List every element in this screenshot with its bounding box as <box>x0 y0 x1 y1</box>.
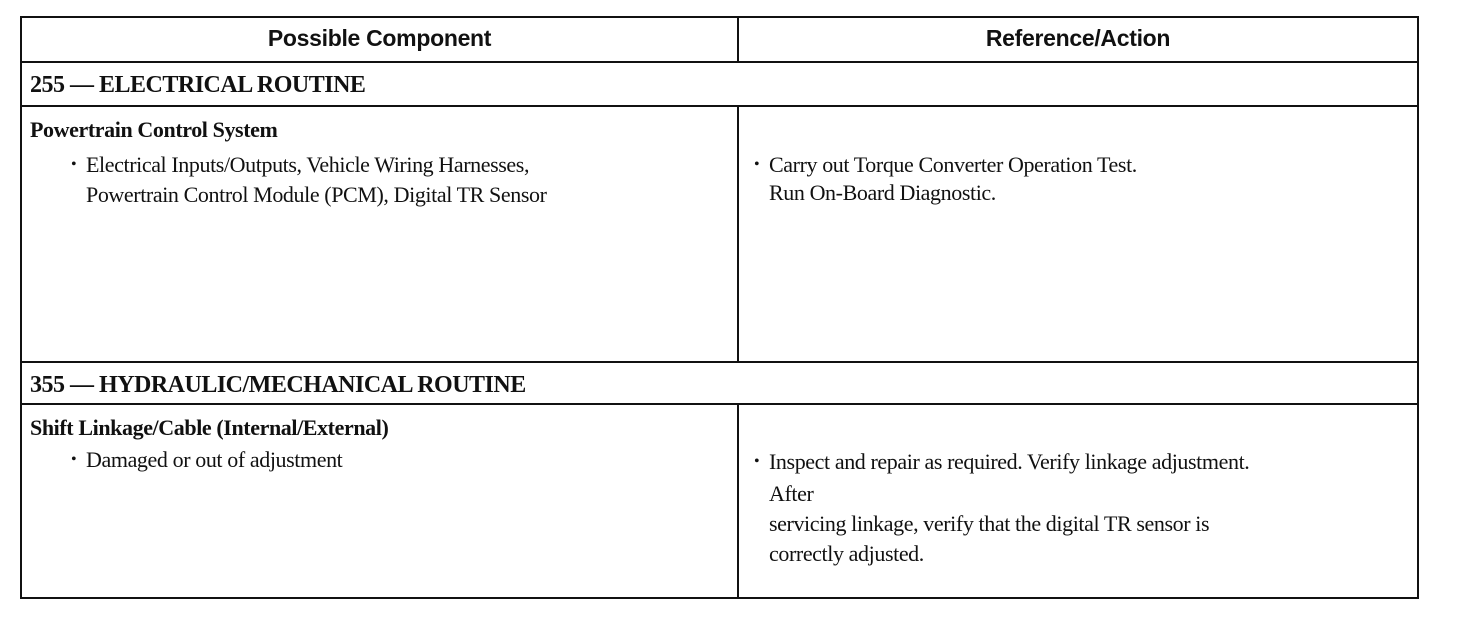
table-row-electrical <box>22 107 1417 363</box>
section-title: 355 — HYDRAULIC/MECHANICAL ROUTINE <box>30 372 526 398</box>
action-text-line: After <box>769 481 814 506</box>
action-bullet <box>754 151 1137 207</box>
table-row-hydraulic-mechanical <box>22 405 1417 597</box>
component-text-line: Powertrain Control Module (PCM), Digital TR Sensor <box>86 182 547 207</box>
action-bullet <box>754 447 1250 569</box>
section-header-electrical <box>22 63 1417 107</box>
section-header-hydraulic-mechanical <box>22 363 1417 405</box>
header-cell-action <box>739 18 1417 61</box>
action-cell <box>739 405 1417 597</box>
bullet-icon: • <box>71 451 77 468</box>
component-bullet <box>71 150 547 210</box>
action-text-line: correctly adjusted. <box>769 541 924 566</box>
component-cell <box>22 405 739 597</box>
section-title: 255 — ELECTRICAL ROUTINE <box>30 72 366 98</box>
component-cell <box>22 107 739 361</box>
component-bullet <box>71 445 343 475</box>
bullet-icon: • <box>754 156 760 173</box>
bullet-icon: • <box>71 156 77 173</box>
bullet-icon: • <box>754 453 760 470</box>
header-cell-component <box>22 18 739 61</box>
diagnostic-table <box>20 16 1419 599</box>
component-title: Shift Linkage/Cable (Internal/External) <box>30 415 389 440</box>
action-text-line: Inspect and repair as required. Verify linkage adjustment. <box>769 449 1250 474</box>
component-text-line: Damaged or out of adjustment <box>86 447 343 472</box>
column-header-reference-action: Reference/Action <box>985 25 1171 51</box>
action-text-line: Carry out Torque Converter Operation Test. <box>769 152 1137 177</box>
action-cell <box>739 107 1417 361</box>
component-text-line: Electrical Inputs/Outputs, Vehicle Wiring Harnesses, <box>86 152 530 177</box>
column-header-possible-component: Possible Component <box>267 25 492 51</box>
action-text-line: Run On-Board Diagnostic. <box>769 180 996 205</box>
table-header-row <box>22 18 1417 63</box>
component-title: Powertrain Control System <box>30 117 278 142</box>
action-text-line: servicing linkage, verify that the digital TR sensor is <box>769 511 1210 536</box>
